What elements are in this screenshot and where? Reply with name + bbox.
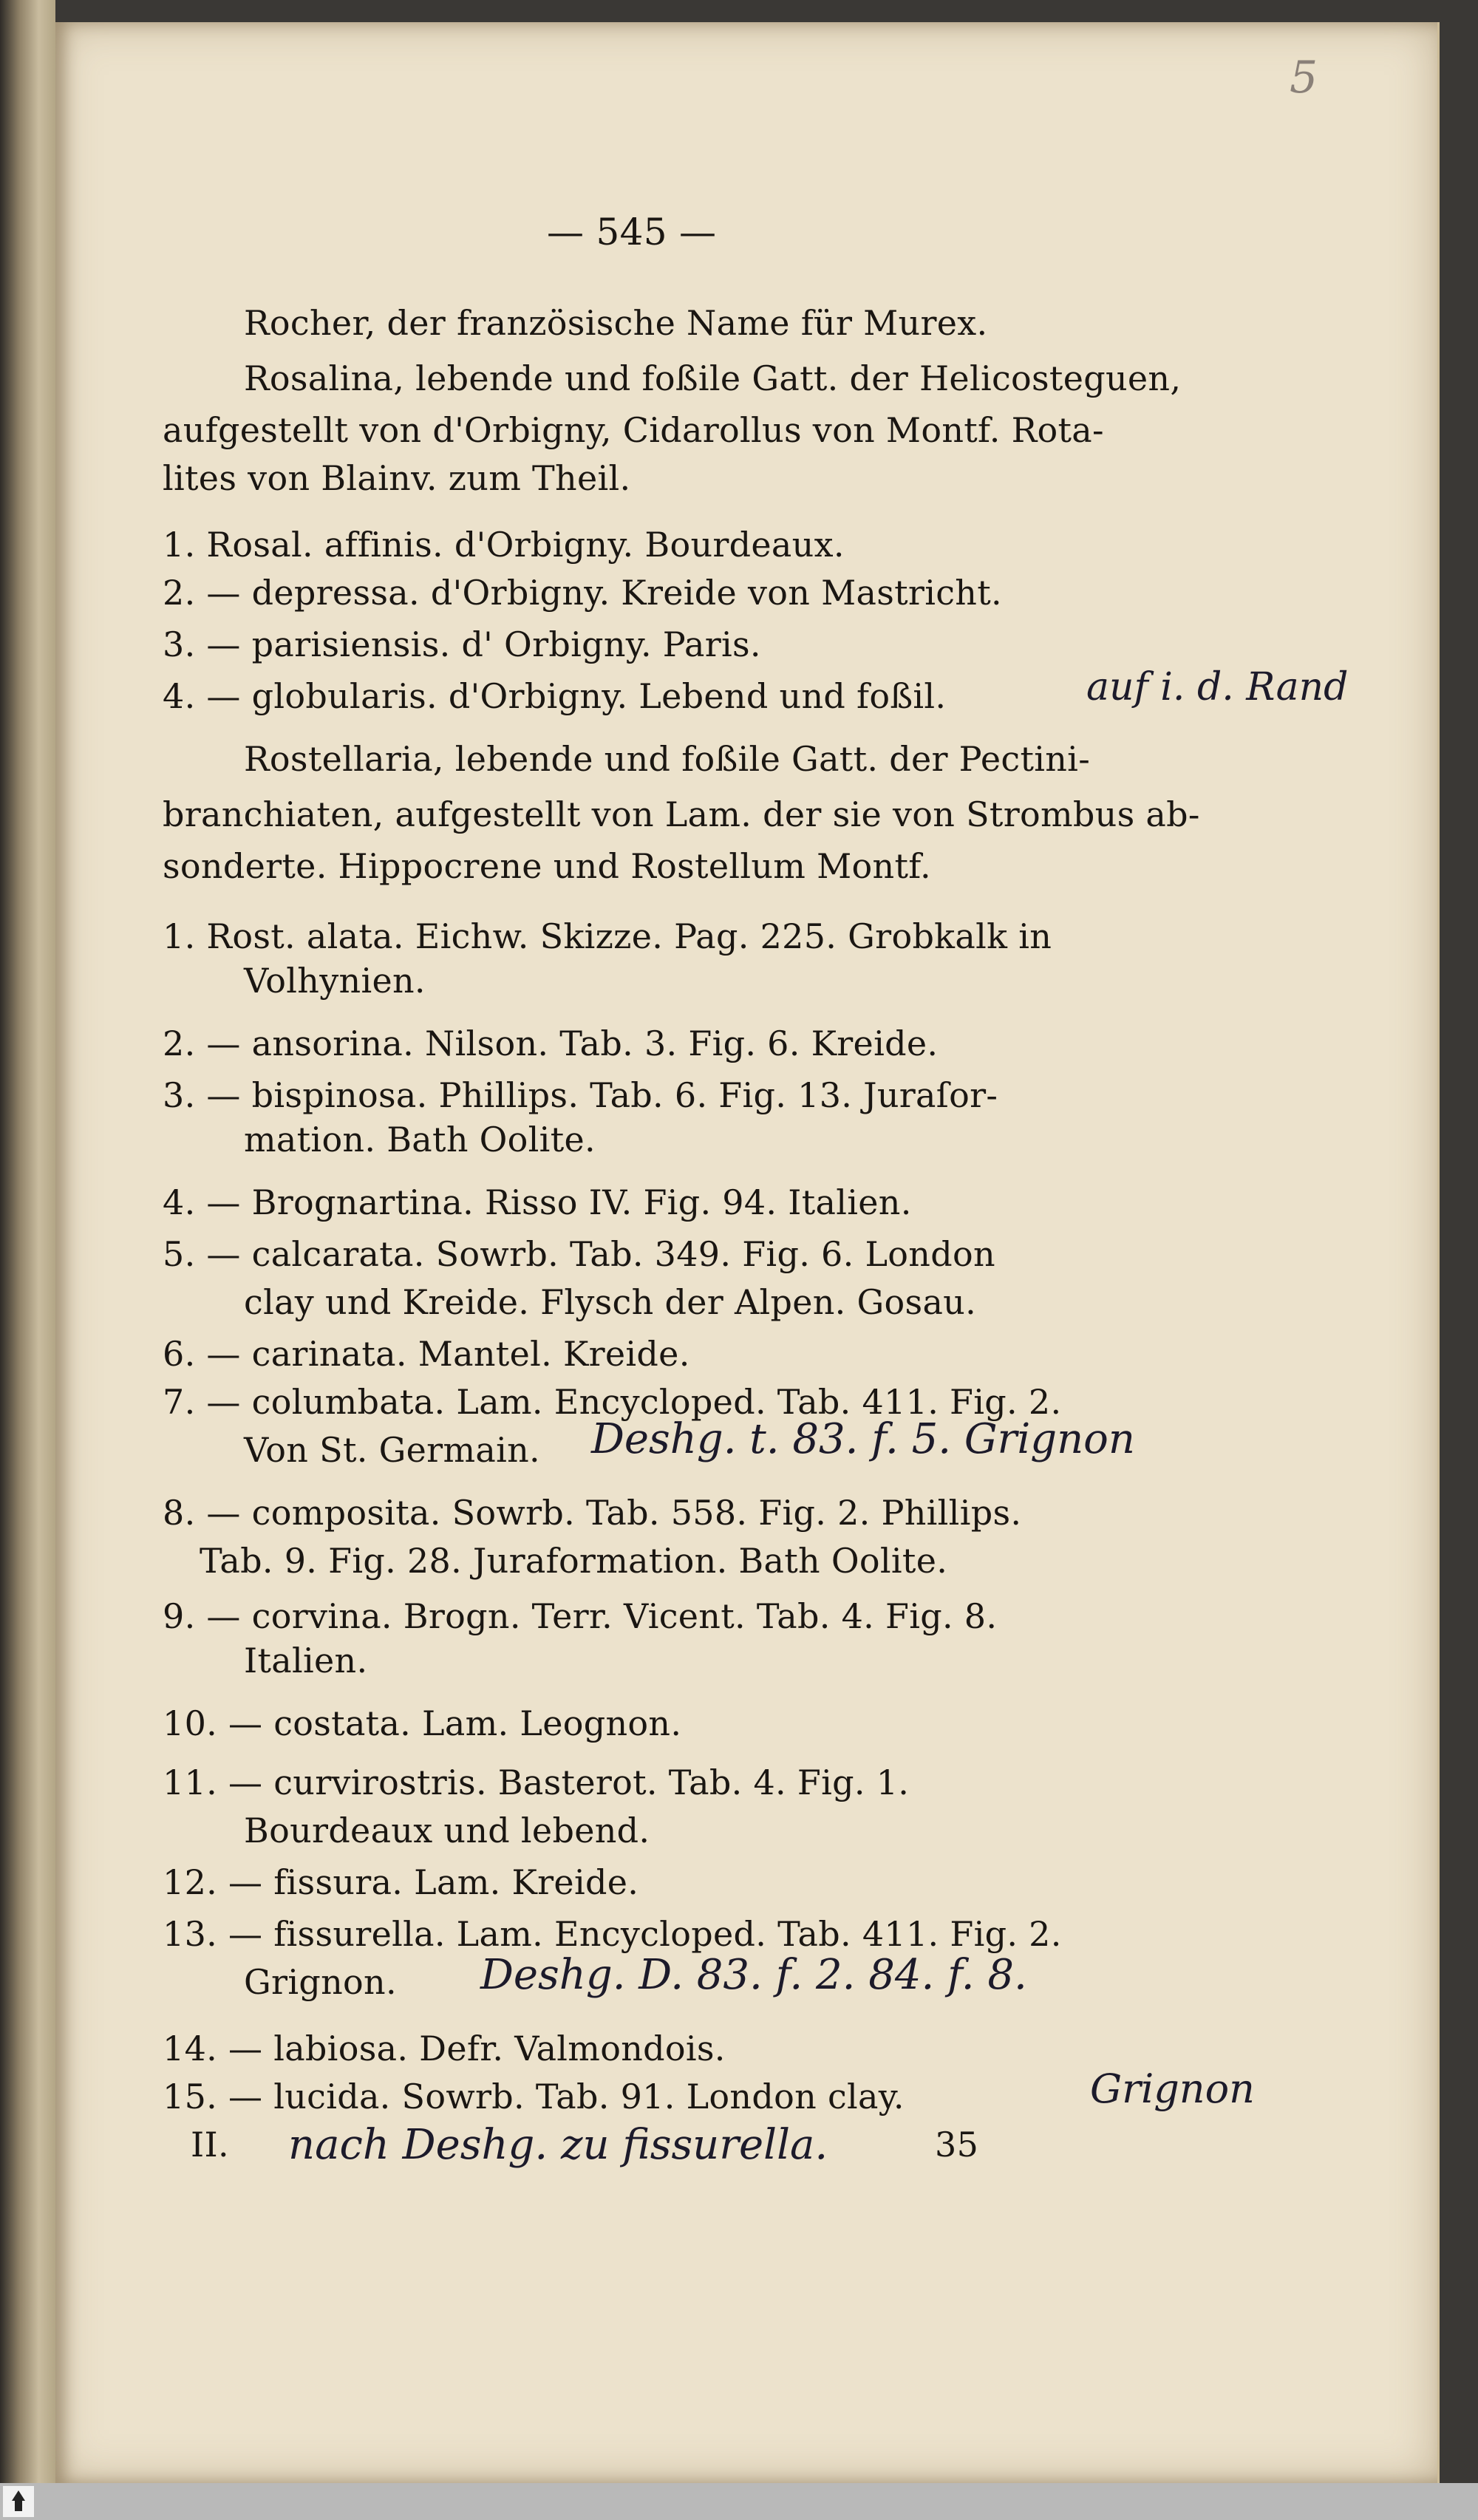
handwritten-note-7: Deshg. t. 83. f. 5. Grignon xyxy=(591,1415,1135,1463)
rostellaria-item-1-line-1: 1. Rost. alata. Eichw. Skizze. Pag. 225. Grobkalk in xyxy=(163,916,1052,956)
rosalina-item-3: 3. — parisiensis. d' Orbigny. Paris. xyxy=(163,624,761,664)
handwritten-footer-note: nach Deshg. zu fissurella. xyxy=(288,2121,828,2169)
rostellaria-item-9-line-2: Italien. xyxy=(244,1641,368,1680)
rosalina-item-2: 2. — depressa. d'Orbigny. Kreide von Mastricht. xyxy=(163,573,1002,613)
rostellaria-item-9-line-1: 9. — corvina. Brogn. Terr. Vicent. Tab. 4. Fig. 8. xyxy=(163,1596,998,1636)
rostellaria-item-1-line-2: Volhynien. xyxy=(244,961,426,1001)
entry-rosalina-line-3: lites von Blainv. zum Theil. xyxy=(163,458,631,498)
rostellaria-item-4: 4. — Brognartina. Risso IV. Fig. 94. Italien. xyxy=(163,1182,912,1222)
rostellaria-item-13-line-1: 13. — fissurella. Lam. Encycloped. Tab. 411. Fig. 2. xyxy=(163,1914,1062,1954)
rostellaria-item-3-line-1: 3. — bispinosa. Phillips. Tab. 6. Fig. 13. Juraſor- xyxy=(163,1075,998,1115)
entry-rosalina-line-2: aufgestellt von d'Orbigny, Cidarollus von Montf. Rota- xyxy=(163,410,1104,450)
entry-rocher: Rocher, der französische Name für Murex. xyxy=(244,303,988,343)
rostellaria-item-11-line-1: 11. — curvirostris. Basterot. Tab. 4. Fig. 1. xyxy=(163,1763,910,1802)
rostellaria-item-13-line-2: Grignon. xyxy=(244,1962,397,2002)
rostellaria-item-7-line-2: Von St. Germain. xyxy=(244,1430,540,1470)
rostellaria-item-12: 12. — fissura. Lam. Kreide. xyxy=(163,1862,639,1902)
handwritten-note-13: Deshg. D. 83. f. 2. 84. f. 8. xyxy=(480,1951,1027,1999)
entry-rostellaria-line-1: Rostellaria, lebende und foßile Gatt. der Pectini- xyxy=(244,739,1091,779)
handwritten-note-4: auf i. d. Rand xyxy=(1086,665,1349,709)
rostellaria-item-2: 2. — ansorina. Nilson. Tab. 3. Fig. 6. Kreide. xyxy=(163,1024,939,1063)
rostellaria-item-10: 10. — costata. Lam. Leognon. xyxy=(163,1703,682,1743)
rostellaria-item-5-line-1: 5. — calcarata. Sowrb. Tab. 349. Fig. 6. London xyxy=(163,1234,995,1274)
rostellaria-item-7-line-1: 7. — columbata. Lam. Encycloped. Tab. 411. Fig. 2. xyxy=(163,1382,1062,1422)
rostellaria-item-14: 14. — labiosa. Defr. Valmondois. xyxy=(163,2029,726,2068)
entry-rostellaria-line-3: sonderte. Hippocrene und Rostellum Montf. xyxy=(163,846,931,886)
page-header: — 545 — xyxy=(547,211,717,253)
rostellaria-item-5-line-2: clay und Kreide. Flysch der Alpen. Gosau. xyxy=(244,1282,977,1322)
rostellaria-item-8-line-1: 8. — composita. Sowrb. Tab. 558. Fig. 2. Phillips. xyxy=(163,1493,1022,1533)
rosalina-item-1: 1. Rosal. affinis. d'Orbigny. Bourdeaux. xyxy=(163,525,845,565)
library-logo-icon xyxy=(3,2486,34,2517)
book-spine xyxy=(0,0,55,2483)
entry-rostellaria-line-2: branchiaten, aufgestellt von Lam. der sie von Strombus ab- xyxy=(163,794,1200,834)
rostellaria-item-11-line-2: Bourdeaux und lebend. xyxy=(244,1811,650,1850)
footer-signature: II. xyxy=(191,2125,229,2165)
viewer-bottom-bar xyxy=(0,2483,1478,2520)
rostellaria-item-8-line-2: Tab. 9. Fig. 28. Juraformation. Bath Oolite. xyxy=(200,1541,948,1581)
pencil-page-mark: 5 xyxy=(1290,52,1318,103)
rostellaria-item-15: 15. — lucida. Sowrb. Tab. 91. London clay. xyxy=(163,2077,905,2117)
footer-page-number: 35 xyxy=(935,2125,979,2165)
rostellaria-item-3-line-2: mation. Bath Oolite. xyxy=(244,1120,596,1159)
rostellaria-item-6: 6. — carinata. Mantel. Kreide. xyxy=(163,1334,690,1374)
rosalina-item-4: 4. — globularis. d'Orbigny. Lebend und foßil. xyxy=(163,676,947,716)
entry-rosalina-line-1: Rosalina, lebende und foßile Gatt. der Helicosteguen, xyxy=(244,358,1182,398)
handwritten-note-15: Grignon xyxy=(1090,2066,1255,2112)
